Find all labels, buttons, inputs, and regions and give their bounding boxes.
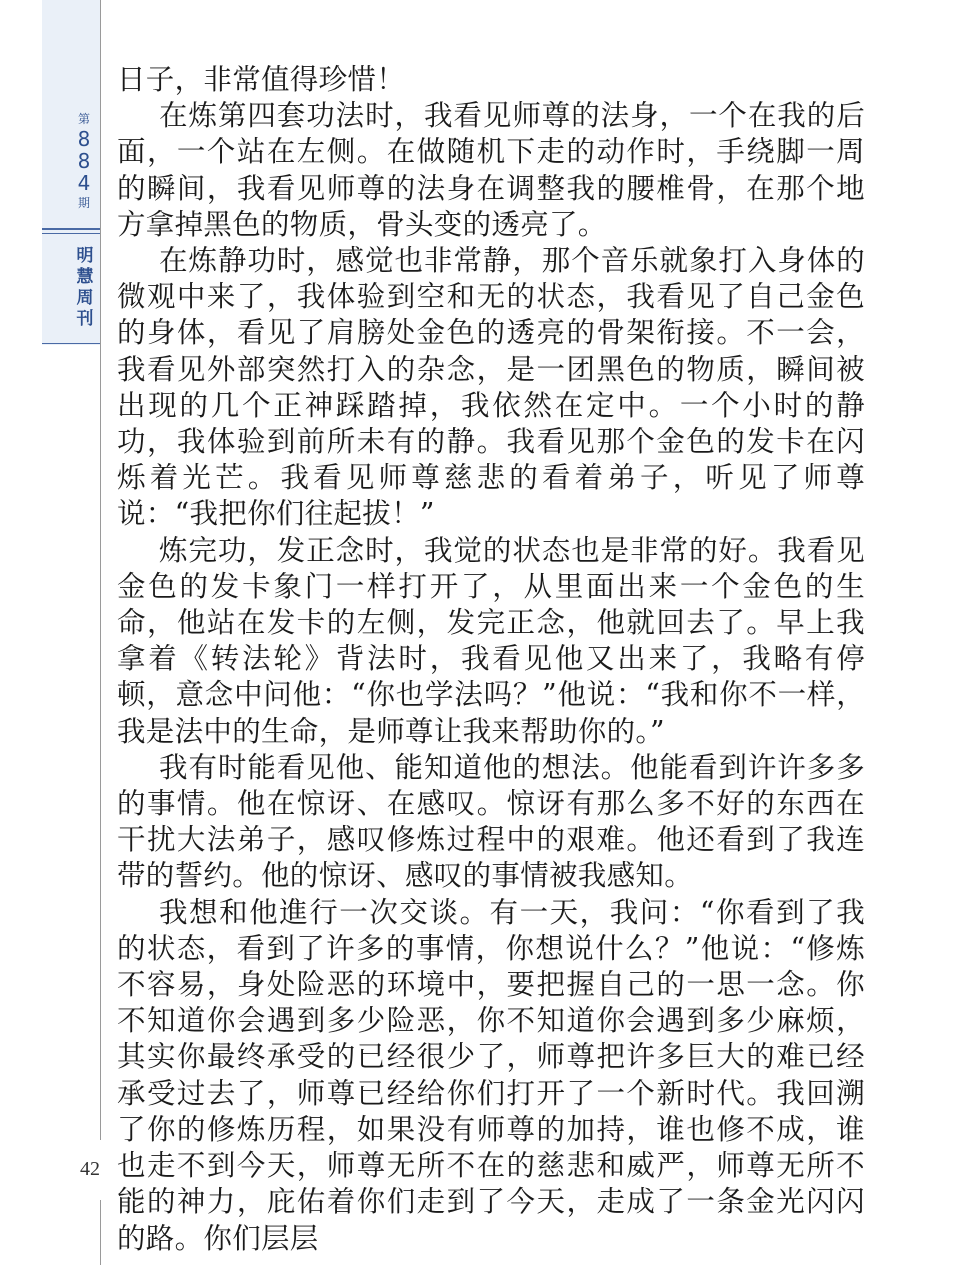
margin-sidebar <box>0 0 100 1265</box>
margin-rule-gap <box>100 1140 101 1200</box>
magazine-char: 周 <box>76 288 94 308</box>
magazine-char: 明 <box>76 246 94 266</box>
issue-digit: 4 <box>77 171 91 195</box>
magazine-char: 刊 <box>76 309 94 329</box>
paragraph: 日子，非常值得珍惜！ <box>117 63 406 96</box>
tab-divider <box>42 343 100 344</box>
magazine-char: 慧 <box>76 267 94 287</box>
paragraph: 我有时能看见他、能知道他的想法。他能看到许许多多的事情。他在惊讶、在感叹。惊讶有那么多不好的东西在干扰大法弟子，感叹修炼过程中的艰难。他还看到了我连带的誓约。他的惊讶、感叹的事情被我感知。 <box>117 750 865 893</box>
tab-divider <box>42 228 100 230</box>
issue-prefix: 第 <box>77 112 90 126</box>
tab-divider <box>42 233 100 234</box>
page-number: 42 <box>80 1158 100 1180</box>
issue-suffix: 期 <box>77 196 90 210</box>
issue-digit: 8 <box>77 127 91 151</box>
article-body <box>117 62 865 1257</box>
paragraph: 在炼第四套功法时，我看见师尊的法身，一个在我的后面，一个站在左侧。在做随机下走的动作时，手绕脚一周的瞬间，我看见师尊的法身在调整我的腰椎骨，在那个地方拿掉黑色的物质，骨头变的透亮了。 <box>117 99 865 241</box>
paragraph: 我想和他進行一次交谈。有一天，我问：“你看到了我的状态，看到了许多的事情，你想说什么？”他说：“修炼不容易，身处险恶的环境中，要把握自己的一思一念。你不知道你会遇到多少险恶，你不知道你会遇到多少麻烦，其实你最终承受的已经很少了，师尊把许多巨大的难已经承受过去了，师尊已经给你们打开了一个新时代。我回溯了你的修炼历程，如果没有师尊的加持，谁也修不成，谁也走不到今天，师尊无所不在的慈悲和威严，师尊无所不能的神力，庇佑着你们走到了今天，走成了一条金光闪闪的路。你们层层 <box>117 895 865 1255</box>
paragraph: 在炼静功时，感觉也非常静，那个音乐就象打入身体的微观中来了，我体验到空和无的状态，我看见了自己金色的身体，看见了肩膀处金色的透亮的骨架衔接。不一会，我看见外部突然打入的杂念，是一团黑色的物质，瞬间被出现的几个正神踩踏掉，我依然在定中。一个小时的静功，我体验到前所未有的静。我看见那个金色的发卡在闪烁着光芒。我看见师尊慈悲的看着弟子，听见了师尊说：“我把你们往起拔！” <box>117 244 865 531</box>
magazine-name <box>73 246 97 330</box>
issue-label <box>72 110 96 212</box>
paragraph: 炼完功，发正念时，我觉的状态也是非常的好。我看见金色的发卡象门一样打开了，从里面出来一个金色的生命，他站在发卡的左侧，发完正念，他就回去了。早上我拿着《转法轮》背法时，我看见他又出来了，我略有停顿，意念中问他：“你也学法吗？”他说：“我和你不一样，我是法中的生命，是师尊让我来帮助你的。” <box>117 533 865 748</box>
issue-digit: 8 <box>77 149 91 173</box>
margin-rule <box>100 0 101 1265</box>
